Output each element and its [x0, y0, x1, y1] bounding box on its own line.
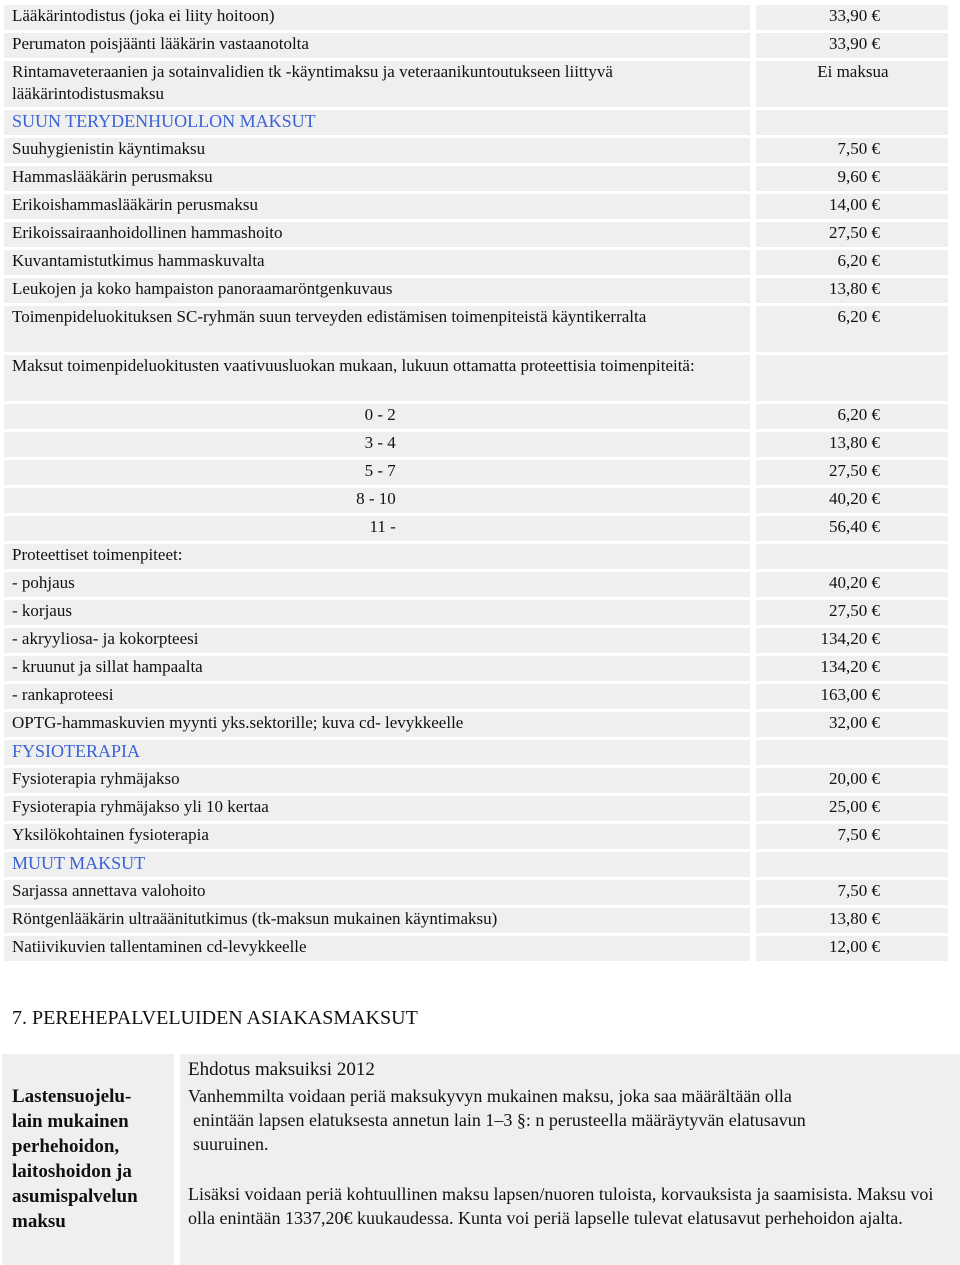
fee-label: Hammaslääkärin perusmaksu	[4, 166, 750, 191]
fee-value: 40,20 €	[750, 488, 948, 513]
fee-label: Perumaton poisjäänti lääkärin vastaanotolta	[4, 33, 750, 58]
service-label-line: laitoshoidon ja	[12, 1161, 132, 1182]
proposal-paragraph-1-line: suuruinen.	[193, 1134, 269, 1154]
table-row	[4, 61, 948, 107]
fee-label: Rintamaveteraanien ja sotainvalidien tk -käyntimaksu ja veteraanikuntoutukseen liittyvä lääkärintodistusmaksu	[4, 61, 750, 107]
table-row	[4, 432, 948, 457]
fee-value: 27,50 €	[750, 222, 948, 247]
fee-value: 27,50 €	[750, 600, 948, 625]
proposal-paragraph-2: Lisäksi voidaan periä kohtuullinen maksu lapsen/nuoren tuloista, korvauksista ja saamisista. Maksu voi olla enintään 1337,20€ kuukaudessa. Kunta voi periä lapselle tulevat elatusavut perhehoidon ajalta.	[188, 1184, 934, 1228]
fee-label: Kuvantamistutkimus hammaskuvalta	[4, 250, 750, 275]
service-label-line: asumispalvelun	[12, 1186, 138, 1207]
fee-label: Fysioterapia ryhmäjakso	[4, 768, 750, 793]
table-row	[4, 628, 948, 653]
proposal-paragraph-1-line: enintään lapsen elatuksesta annetun lain 1–3 §: n perusteella määräytyvän elatusavun	[193, 1110, 806, 1130]
class-range: 3 - 4	[4, 432, 750, 457]
service-label-line: perhehoidon,	[12, 1136, 120, 1157]
fee-value: 9,60 €	[750, 166, 948, 191]
table-row	[4, 460, 948, 485]
table-row	[4, 936, 948, 961]
fee-value: 25,00 €	[750, 796, 948, 821]
fee-label: - korjaus	[4, 600, 750, 625]
fee-value	[750, 110, 948, 135]
table-row	[4, 138, 948, 163]
table-row	[4, 908, 948, 933]
table-row	[4, 684, 948, 709]
fee-proposal	[180, 1054, 960, 1265]
fee-value: 20,00 €	[750, 768, 948, 793]
section-title: 7. PEREHEPALVELUIDEN ASIAKASMAKSUT	[12, 1007, 418, 1029]
fee-value: 13,80 €	[750, 908, 948, 933]
fee-value: 7,50 €	[750, 824, 948, 849]
fee-label: Suuhygienistin käyntimaksu	[4, 138, 750, 163]
table-row	[4, 355, 948, 401]
proposal-paragraph-1	[188, 1084, 954, 1156]
fee-value: 33,90 €	[750, 33, 948, 58]
table-row	[4, 600, 948, 625]
table-row	[4, 516, 948, 541]
fee-label: - akryyliosa- ja kokorpteesi	[4, 628, 750, 653]
fee-value: 13,80 €	[750, 278, 948, 303]
fee-value: 6,20 €	[750, 306, 948, 352]
table-row	[4, 712, 948, 737]
fee-label: Yksilökohtainen fysioterapia	[4, 824, 750, 849]
class-range: 0 - 2	[4, 404, 750, 429]
section-heading: SUUN TERYDENHUOLLON MAKSUT	[4, 110, 750, 135]
fee-label: Maksut toimenpideluokitusten vaativuusluokan mukaan, lukuun ottamatta proteettisia toimenpiteitä:	[4, 355, 750, 401]
section-heading-row	[4, 852, 948, 877]
fee-value	[750, 852, 948, 877]
proposal-paragraph-1-line: Vanhemmilta voidaan periä maksukyvyn mukainen maksu, joka saa määrältään olla	[188, 1086, 792, 1106]
service-label-line: maksu	[12, 1211, 66, 1232]
table-row	[4, 250, 948, 275]
fee-label: Proteettiset toimenpiteet:	[4, 544, 750, 569]
table-row	[4, 488, 948, 513]
table-row	[4, 306, 948, 352]
fee-value: 13,80 €	[750, 432, 948, 457]
table-row	[4, 5, 948, 30]
fee-label: Toimenpideluokituksen SC-ryhmän suun terveyden edistämisen toimenpiteistä käyntikerralta	[4, 306, 750, 352]
fee-value: 134,20 €	[750, 628, 948, 653]
fee-label: - pohjaus	[4, 572, 750, 597]
fee-value	[750, 544, 948, 569]
table-row	[4, 544, 948, 569]
table-row	[4, 278, 948, 303]
section-heading-row	[4, 110, 948, 135]
fee-value: Ei maksua	[750, 61, 948, 107]
fee-label: OPTG-hammaskuvien myynti yks.sektorille; kuva cd- levykkeelle	[4, 712, 750, 737]
table-row	[4, 824, 948, 849]
fee-value: 33,90 €	[750, 5, 948, 30]
proposal-title: Ehdotus maksuiksi 2012	[188, 1059, 375, 1080]
table-row	[4, 572, 948, 597]
fee-label: - rankaproteesi	[4, 684, 750, 709]
fee-label: - kruunut ja sillat hampaalta	[4, 656, 750, 681]
fee-value: 6,20 €	[750, 250, 948, 275]
section-heading-row	[4, 740, 948, 765]
fee-value: 32,00 €	[750, 712, 948, 737]
fee-value: 27,50 €	[750, 460, 948, 485]
table-row	[4, 796, 948, 821]
fee-label: Erikoishammaslääkärin perusmaksu	[4, 194, 750, 219]
section-heading: MUUT MAKSUT	[4, 852, 750, 877]
service-label-line: Lastensuojelu-	[12, 1086, 132, 1107]
class-range: 11 -	[4, 516, 750, 541]
fee-label: Röntgenlääkärin ultraäänitutkimus (tk-maksun mukainen käyntimaksu)	[4, 908, 750, 933]
fee-label: Fysioterapia ryhmäjakso yli 10 kertaa	[4, 796, 750, 821]
fee-label: Natiivikuvien tallentaminen cd-levykkeelle	[4, 936, 750, 961]
fee-value: 134,20 €	[750, 656, 948, 681]
fee-value: 12,00 €	[750, 936, 948, 961]
fee-value: 56,40 €	[750, 516, 948, 541]
fee-value	[750, 355, 948, 401]
fee-value	[750, 740, 948, 765]
table-row	[4, 768, 948, 793]
fee-value: 7,50 €	[750, 138, 948, 163]
section-heading: FYSIOTERAPIA	[4, 740, 750, 765]
class-range: 5 - 7	[4, 460, 750, 485]
fee-value: 163,00 €	[750, 684, 948, 709]
fee-value: 40,20 €	[750, 572, 948, 597]
table-row	[4, 656, 948, 681]
table-row	[4, 880, 948, 905]
fee-value: 6,20 €	[750, 404, 948, 429]
fee-value: 14,00 €	[750, 194, 948, 219]
table-row	[4, 166, 948, 191]
service-label	[2, 1054, 174, 1265]
fee-label: Sarjassa annettava valohoito	[4, 880, 750, 905]
table-row	[4, 33, 948, 58]
fee-table	[4, 2, 948, 964]
table-row	[4, 404, 948, 429]
fee-label: Leukojen ja koko hampaiston panoraamaröntgenkuvaus	[4, 278, 750, 303]
service-label-line: lain mukainen	[12, 1111, 129, 1132]
table-row	[4, 194, 948, 219]
fee-value: 7,50 €	[750, 880, 948, 905]
fee-label: Lääkärintodistus (joka ei liity hoitoon)	[4, 5, 750, 30]
class-range: 8 - 10	[4, 488, 750, 513]
table-row	[4, 222, 948, 247]
fee-label: Erikoissairaanhoidollinen hammashoito	[4, 222, 750, 247]
